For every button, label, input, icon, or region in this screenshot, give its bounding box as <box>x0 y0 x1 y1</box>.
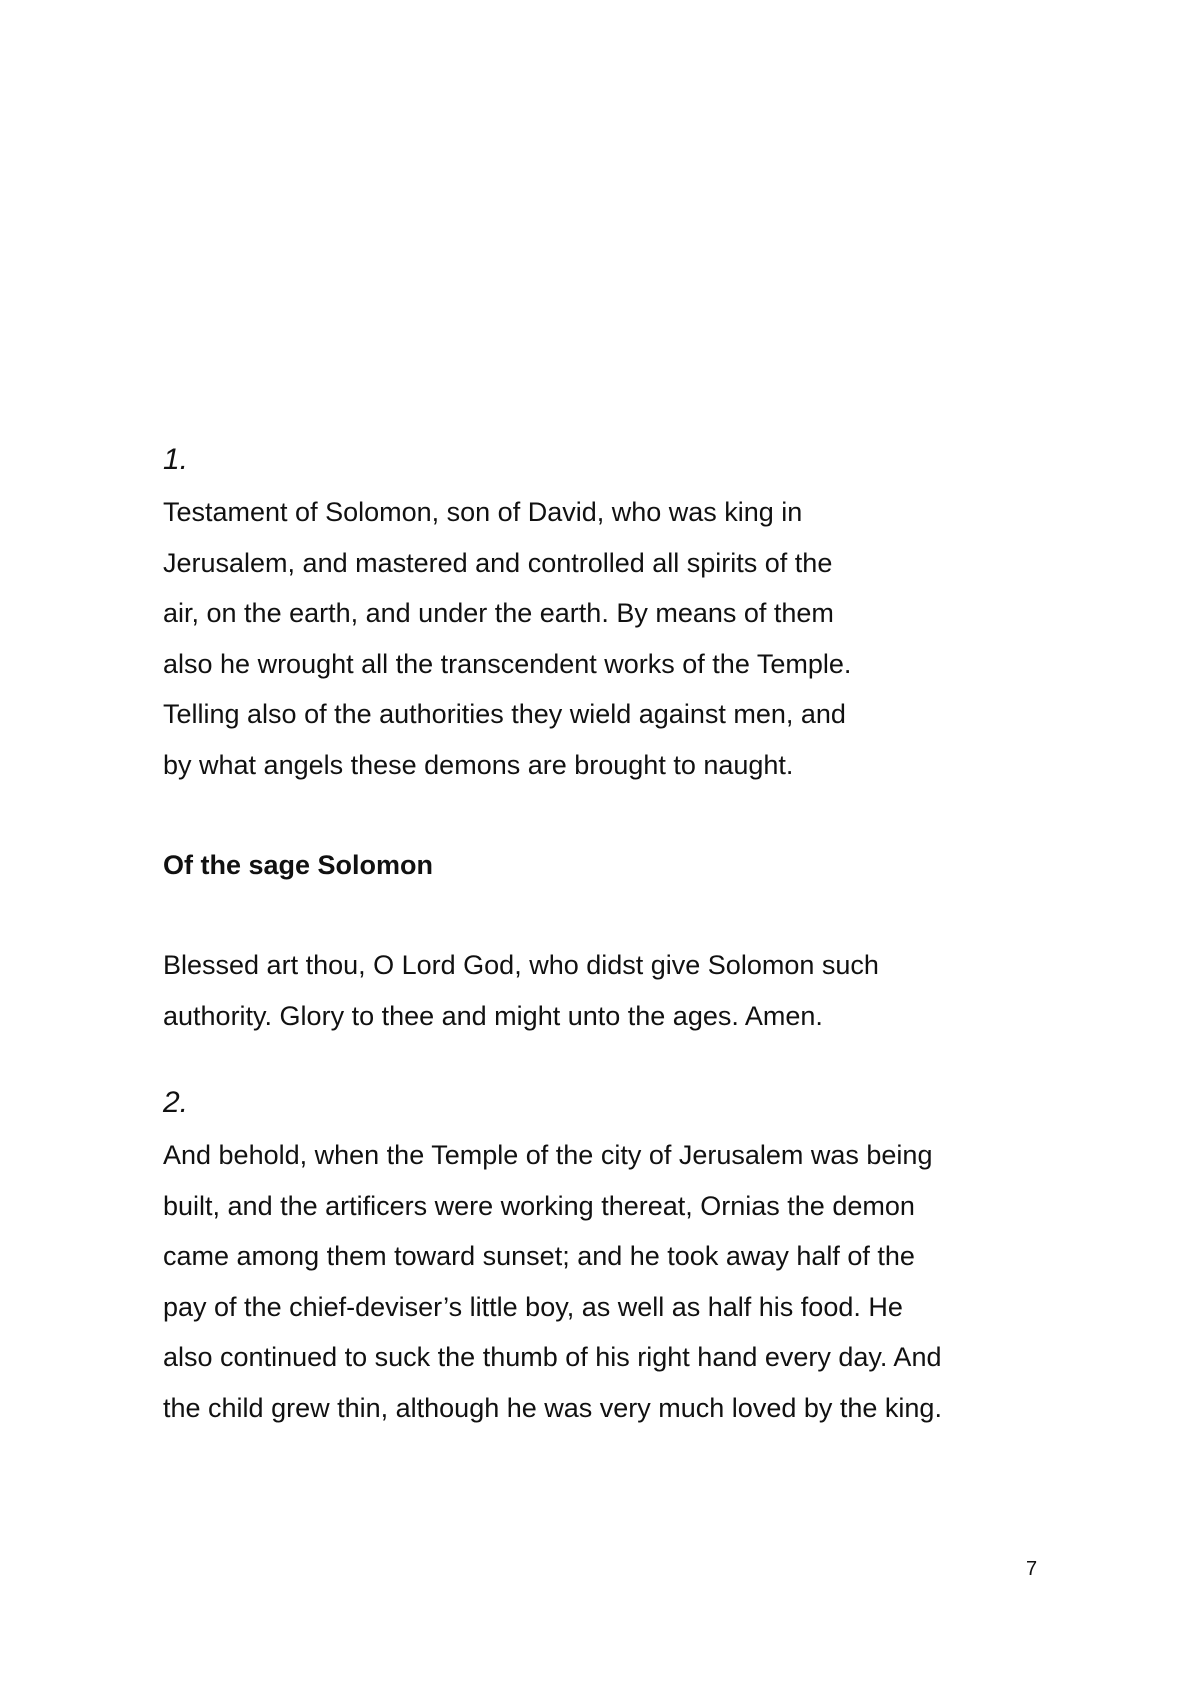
blessing-paragraph <box>163 940 1063 1041</box>
text-line: Blessed art thou, O Lord God, who didst give Solomon such <box>163 950 879 980</box>
text-line: Telling also of the authorities they wield against men, and <box>163 699 846 729</box>
text-line: the child grew thin, although he was very much loved by the king. <box>163 1392 942 1423</box>
chapter-2-paragraph <box>163 1130 1063 1433</box>
text-line: authority. Glory to thee and might unto the ages. Amen. <box>163 1000 823 1031</box>
chapter-1-paragraph <box>163 487 1063 790</box>
chapter-number: 1. <box>163 443 189 476</box>
page-content <box>163 440 1063 1433</box>
text-line: came among them toward sunset; and he took away half of the <box>163 1241 915 1271</box>
text-line: built, and the artificers were working thereat, Ornias the demon <box>163 1190 915 1221</box>
text-line: also he wrought all the transcendent works of the Temple. <box>163 648 852 679</box>
text-line: And behold, when the Temple of the city of Jerusalem was being <box>163 1140 933 1170</box>
text-line: pay of the chief-deviser’s little boy, as well as half his food. He <box>163 1291 903 1322</box>
chapter-2 <box>163 1083 1063 1433</box>
chapter-number: 2. <box>163 1086 189 1119</box>
text-line: Jerusalem, and mastered and controlled all spirits of the <box>163 547 833 578</box>
text-line: air, on the earth, and under the earth. By means of them <box>163 598 834 628</box>
chapter-1 <box>163 440 1063 1041</box>
text-line: by what angels these demons are brought to naught. <box>163 749 794 780</box>
section-heading: Of the sage Solomon <box>163 850 434 880</box>
page-number: 7 <box>1026 1558 1038 1580</box>
text-line: Testament of Solomon, son of David, who was king in <box>163 497 803 527</box>
text-line: also continued to suck the thumb of his right hand every day. And <box>163 1342 942 1372</box>
